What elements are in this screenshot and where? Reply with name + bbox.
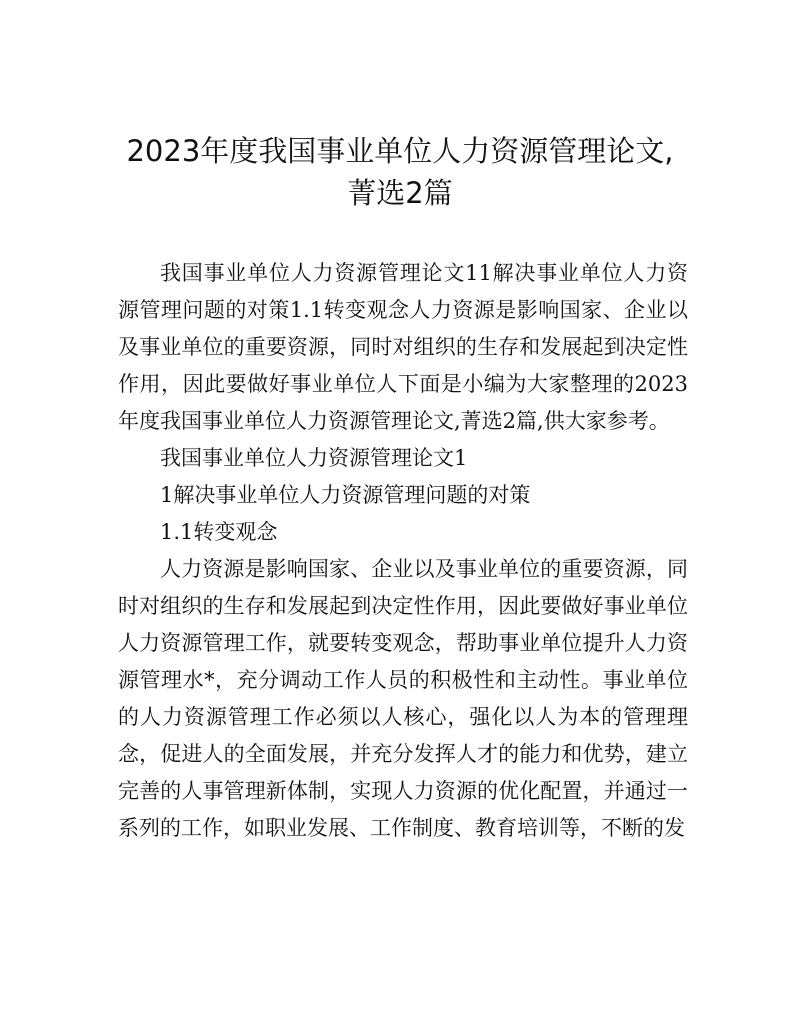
document-title bbox=[100, 130, 700, 214]
section-heading: 我国事业单位人力资源管理论文1 bbox=[160, 446, 468, 470]
subsection-heading: 1解决事业单位人力资源管理问题的对策 bbox=[160, 483, 531, 507]
subsubsection-heading: 1.1转变观念 bbox=[160, 520, 278, 544]
title-line-2: 菁选2篇 bbox=[347, 176, 453, 210]
body-paragraph: 人力资源是影响国家、企业以及事业单位的重要资源，同时对组织的生存和发展起到决定性作用，因此要做好事业单位人力资源管理工作，就要转变观念，帮助事业单位提升人力资源管理水*，充分调动工作人员的积极性和主动性。事业单位的人力资源管理工作必须以人核心，强化以人为本的管理理念，促进人的全面发展，并充分发挥人才的能力和优势，建立完善的人事管理新体制，实现人力资源的优化配置，并通过一系列的工作，如职业发展、工作制度、教育培训等，不断的发 bbox=[118, 557, 688, 840]
title-line-1: 2023年度我国事业单位人力资源管理论文, bbox=[126, 134, 674, 168]
intro-paragraph: 我国事业单位人力资源管理论文11解决事业单位人力资源管理问题的对策1.1转变观念人力资源是影响国家、企业以及事业单位的重要资源，同时对组织的生存和发展起到决定性作用，因此要做好事业单位人下面是小编为大家整理的2023年度我国事业单位人力资源管理论文,菁选2篇,供大家参考。 bbox=[118, 261, 688, 433]
document-body bbox=[118, 255, 688, 847]
